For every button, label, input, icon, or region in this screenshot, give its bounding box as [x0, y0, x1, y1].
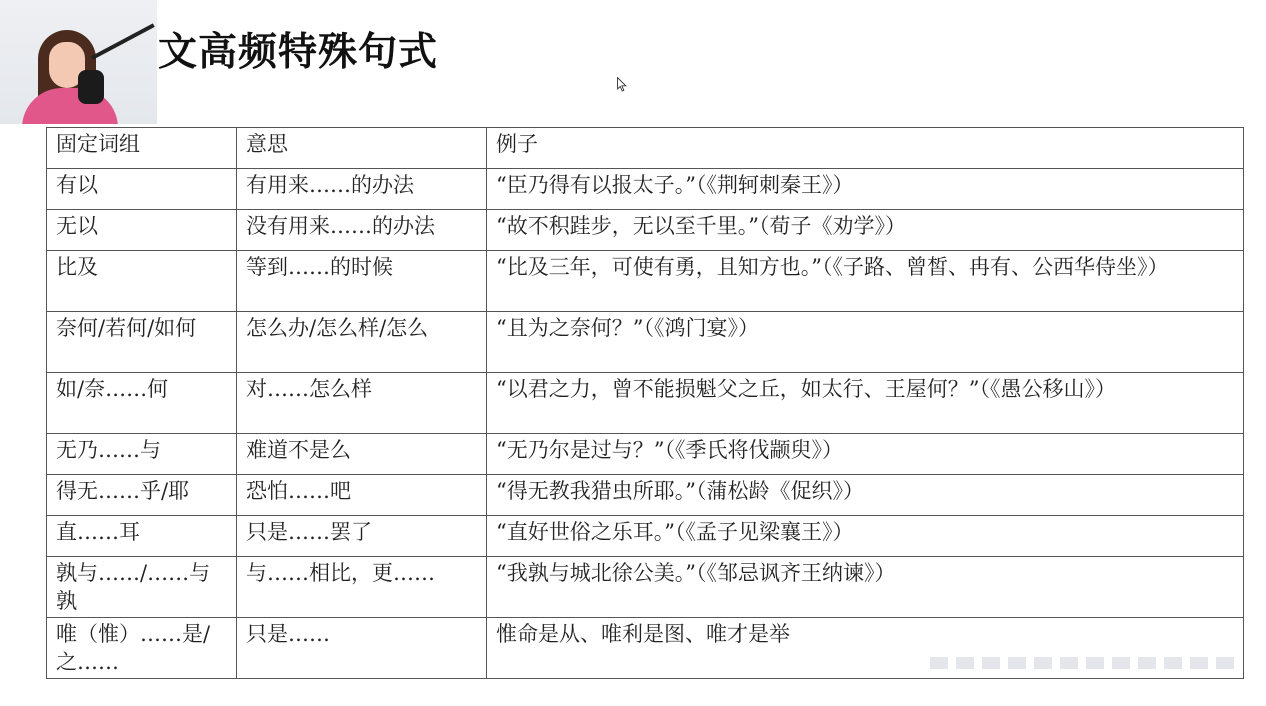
phrase-cell: 得无……乎/耶	[47, 475, 237, 516]
example-cell: “无乃尔是过与？”（《季氏将伐颛臾》）	[487, 434, 1244, 475]
example-cell: “故不积跬步，无以至千里。”（荀子《劝学》）	[487, 210, 1244, 251]
mouse-cursor-icon	[617, 77, 627, 92]
phrase-cell: 唯（惟）……是/之……	[47, 618, 237, 679]
meaning-cell: 只是……	[237, 618, 487, 679]
example-cell: “直好世俗之乐耳。”（《孟子见梁襄王》）	[487, 516, 1244, 557]
phrase-cell: 有以	[47, 169, 237, 210]
table-row	[47, 434, 1244, 475]
example-cell: 惟命是从、唯利是图、唯才是举	[487, 618, 1244, 679]
phrase-cell: 比及	[47, 251, 237, 312]
meaning-cell: 与……相比，更……	[237, 557, 487, 618]
phrase-cell: 奈何/若何/如何	[47, 312, 237, 373]
table-row	[47, 618, 1244, 679]
column-header: 例子	[487, 128, 1244, 169]
microphone-icon	[78, 70, 104, 104]
phrase-cell: 孰与……/……与孰	[47, 557, 237, 618]
webcam-video	[0, 0, 157, 124]
table-row	[47, 557, 1244, 618]
slide-title: 文高频特殊句式	[158, 30, 439, 75]
column-header: 意思	[237, 128, 487, 169]
example-cell: “我孰与城北徐公美。”（《邹忌讽齐王纳谏》）	[487, 557, 1244, 618]
example-cell: “臣乃得有以报太子。”（《荆轲刺秦王》）	[487, 169, 1244, 210]
meaning-cell: 有用来……的办法	[237, 169, 487, 210]
meaning-cell: 对……怎么样	[237, 373, 487, 434]
meaning-cell: 怎么办/怎么样/怎么	[237, 312, 487, 373]
table-row	[47, 373, 1244, 434]
column-header: 固定词组	[47, 128, 237, 169]
table-row	[47, 251, 1244, 312]
example-cell: “比及三年，可使有勇，且知方也。”（《子路、曾皙、冉有、公西华侍坐》）	[487, 251, 1244, 312]
table-row	[47, 516, 1244, 557]
example-cell: “以君之力，曾不能损魁父之丘，如太行、王屋何？”（《愚公移山》）	[487, 373, 1244, 434]
meaning-cell: 难道不是么	[237, 434, 487, 475]
table-header-row	[47, 128, 1244, 169]
phrase-table	[46, 127, 1244, 679]
microphone-arm	[91, 23, 155, 59]
meaning-cell: 恐怕……吧	[237, 475, 487, 516]
watermark	[930, 657, 1240, 669]
phrase-cell: 无以	[47, 210, 237, 251]
example-cell: “且为之奈何？”（《鸿门宴》）	[487, 312, 1244, 373]
table-row	[47, 210, 1244, 251]
meaning-cell: 只是……罢了	[237, 516, 487, 557]
table-row	[47, 312, 1244, 373]
meaning-cell: 没有用来……的办法	[237, 210, 487, 251]
phrase-cell: 无乃……与	[47, 434, 237, 475]
phrase-cell: 如/奈……何	[47, 373, 237, 434]
phrase-cell: 直……耳	[47, 516, 237, 557]
example-cell: “得无教我猎虫所耶。”（蒲松龄《促织》）	[487, 475, 1244, 516]
meaning-cell: 等到……的时候	[237, 251, 487, 312]
table-row	[47, 475, 1244, 516]
table-row	[47, 169, 1244, 210]
